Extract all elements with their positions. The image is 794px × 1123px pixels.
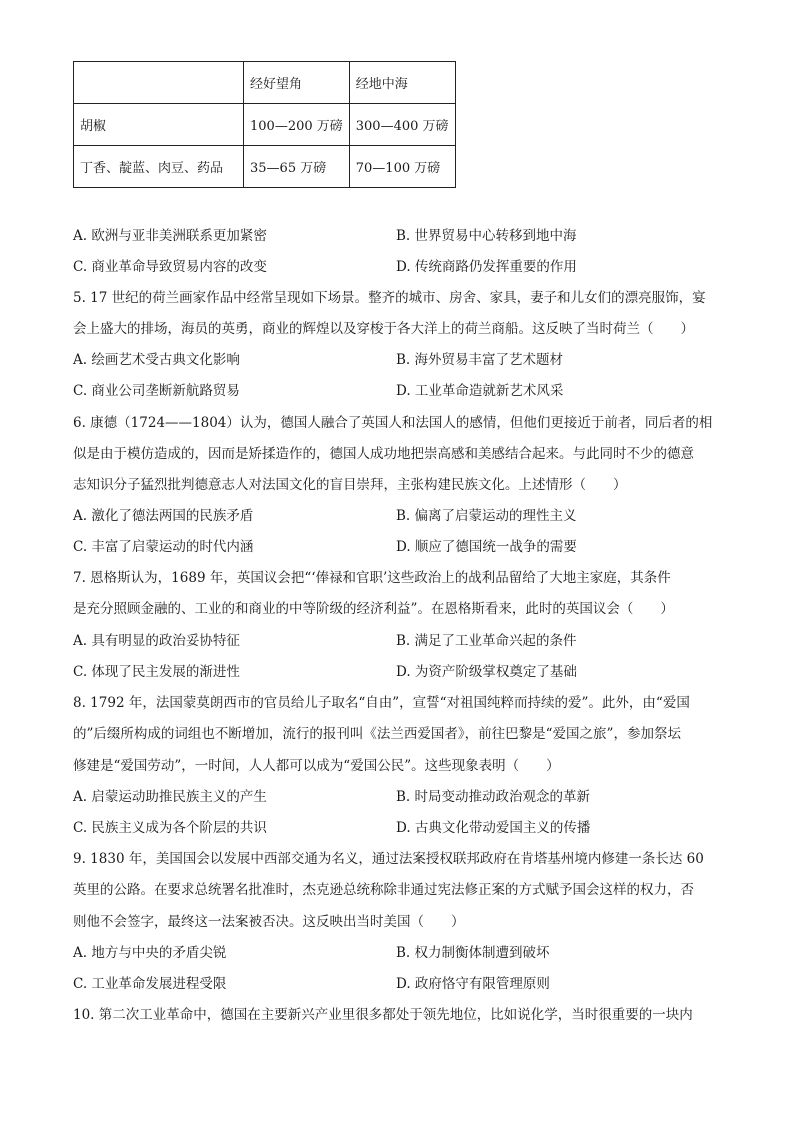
- q9-stem-line: 英里的公路。在要求总统署名批准时，杰克逊总统称除非通过宪法修正案的方式赋予国会这样的权力，否: [73, 882, 694, 898]
- q7-option-a: A. 具有明显的政治妥协特征: [73, 633, 240, 649]
- q5-option-d: D. 工业革命造就新艺术风采: [396, 383, 564, 399]
- q8-option-b: B. 时局变动推动政治观念的革新: [396, 789, 591, 805]
- table-row: [74, 104, 456, 146]
- table-header-cell: 经地中海: [349, 62, 455, 104]
- q9-option-c: C. 工业革命发展进程受限: [73, 976, 227, 992]
- q8-stem-line: 8. 1792 年，法国蒙莫朗西市的官员给儿子取名“自由”，宣誓“对祖国纯粹而持续的爱”。此外，由“爱国: [73, 695, 690, 711]
- table-header-cell: [74, 62, 244, 104]
- table-cell: 丁香、靛蓝、肉豆、药品: [74, 146, 244, 188]
- table-cell: 100—200 万磅: [244, 104, 350, 146]
- q6-stem-line: 6. 康德（1724——1804）认为，德国人融合了英国人和法国人的感情，但他们更接近于前者，同后者的相: [73, 415, 713, 431]
- q4-option-b: B. 世界贸易中心转移到地中海: [396, 228, 577, 244]
- q5-option-c: C. 商业公司垄断新航路贸易: [73, 383, 240, 399]
- q6-stem-line: 志知识分子猛烈批判德意志人对法国文化的盲目崇拜，主张构建民族文化。上述情形（ ）: [73, 477, 627, 493]
- q5-stem-line: 会上盛大的排场，海员的英勇，商业的辉煌以及穿梭于各大洋上的荷兰商船。这反映了当时荷兰（ ）: [73, 321, 694, 337]
- q9-stem-line: 则他不会签字，最终这一法案被否决。这反映出当时美国（ ）: [73, 914, 465, 930]
- q6-option-c: C. 丰富了启蒙运动的时代内涵: [73, 539, 254, 555]
- table-cell: 70—100 万磅: [349, 146, 455, 188]
- q5-option-a: A. 绘画艺术受古典文化影响: [73, 352, 240, 368]
- table-header-row: [74, 62, 456, 104]
- q9-option-b: B. 权力制衡体制遭到破坏: [396, 945, 550, 961]
- q5-stem-line: 5. 17 世纪的荷兰画家作品中经常呈现如下场景。整齐的城市、房舍、家具，妻子和儿女们的漂亮服饰，宴: [73, 290, 706, 306]
- q7-option-d: D. 为资产阶级掌权奠定了基础: [396, 664, 577, 680]
- q7-option-c: C. 体现了民主发展的渐进性: [73, 664, 240, 680]
- q7-stem-line: 是充分照顾金融的、工业的和商业的中等阶级的经济利益”。在恩格斯看来，此时的英国议会（ ）: [73, 601, 674, 617]
- q9-option-d: D. 政府恪守有限管理原则: [396, 976, 550, 992]
- q7-stem-line: 7. 恩格斯认为，1689 年，英国议会把“‘俸禄和官职’这些政治上的战利品留给了大地主家庭，其条件: [73, 570, 671, 586]
- price-table: [73, 61, 456, 188]
- table-header-cell: 经好望角: [244, 62, 350, 104]
- q6-option-d: D. 顺应了德国统一战争的需要: [396, 539, 577, 555]
- q10-stem-line: 10. 第二次工业革命中，德国在主要新兴产业里很多都处于领先地位，比如说化学，当时很重要的一块内: [73, 1007, 693, 1023]
- q8-option-d: D. 古典文化带动爱国主义的传播: [396, 820, 591, 836]
- table-cell: 胡椒: [74, 104, 244, 146]
- q6-option-b: B. 偏离了启蒙运动的理性主义: [396, 508, 577, 524]
- q8-stem-line: 修建是“爱国劳动”，一时间，人人都可以成为“爱国公民”。这些现象表明（ ）: [73, 758, 560, 774]
- q8-option-c: C. 民族主义成为各个阶层的共识: [73, 820, 267, 836]
- q6-option-a: A. 激化了德法两国的民族矛盾: [73, 508, 254, 524]
- q8-stem-line: 的”后缀所构成的词组也不断增加，流行的报刊叫《法兰西爱国者》，前往巴黎是“爱国之旅”，参加祭坛: [73, 726, 681, 742]
- table-row: [74, 146, 456, 188]
- q4-option-c: C. 商业革命导致贸易内容的改变: [73, 259, 267, 275]
- q6-stem-line: 似是由于模仿造成的，因而是矫揉造作的，德国人成功地把崇高感和美感结合起来。与此同时不少的德意: [73, 446, 694, 462]
- q8-option-a: A. 启蒙运动助推民族主义的产生: [73, 789, 267, 805]
- q9-option-a: A. 地方与中央的矛盾尖锐: [73, 945, 227, 961]
- q4-option-d: D. 传统商路仍发挥重要的作用: [396, 259, 577, 275]
- q9-stem-line: 9. 1830 年，美国国会以发展中西部交通为名义，通过法案授权联邦政府在肯塔基州境内修建一条长达 60: [73, 851, 704, 867]
- q7-option-b: B. 满足了工业革命兴起的条件: [396, 633, 577, 649]
- table-cell: 35—65 万磅: [244, 146, 350, 188]
- q5-option-b: B. 海外贸易丰富了艺术题材: [396, 352, 564, 368]
- table-cell: 300—400 万磅: [349, 104, 455, 146]
- q4-option-a: A. 欧洲与亚非美洲联系更加紧密: [73, 228, 267, 244]
